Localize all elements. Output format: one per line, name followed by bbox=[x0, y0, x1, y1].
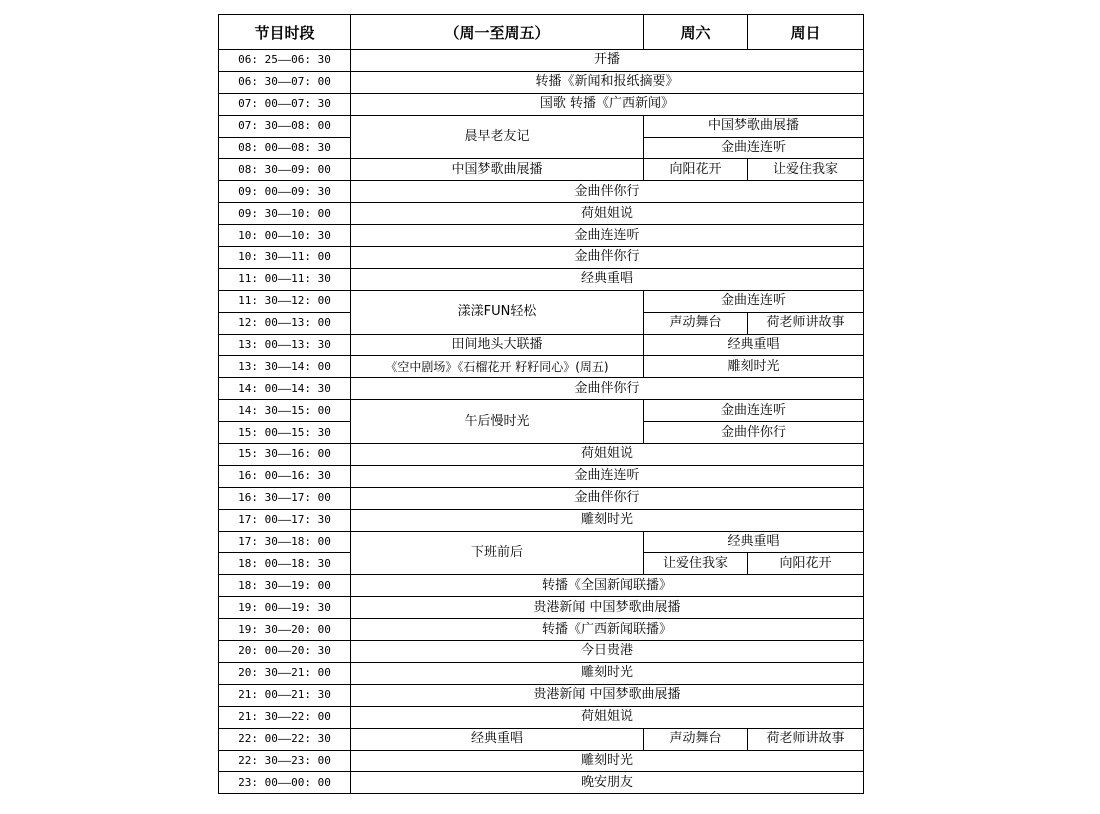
table-row bbox=[219, 662, 864, 684]
program-cell: 转播《新闻和报纸摘要》 bbox=[351, 71, 864, 93]
table-row bbox=[219, 575, 864, 597]
table-row bbox=[219, 50, 864, 72]
program-cell: 雕刻时光 bbox=[351, 509, 864, 531]
time-slot: 23: 00——00: 00 bbox=[219, 772, 351, 794]
header-saturday: 周六 bbox=[644, 15, 748, 50]
time-slot: 07: 00——07: 30 bbox=[219, 93, 351, 115]
table-row bbox=[219, 706, 864, 728]
table-row bbox=[219, 159, 864, 181]
table-row bbox=[219, 772, 864, 794]
program-cell: 荷姐姐说 bbox=[351, 444, 864, 466]
program-cell: 荷姐姐说 bbox=[351, 706, 864, 728]
program-cell: 荷姐姐说 bbox=[351, 203, 864, 225]
table-row bbox=[219, 334, 864, 356]
program-cell: 下班前后 bbox=[351, 531, 644, 575]
table-row bbox=[219, 225, 864, 247]
program-cell: 荷老师讲故事 bbox=[748, 312, 864, 334]
program-cell: 午后慢时光 bbox=[351, 400, 644, 444]
time-slot: 09: 30——10: 00 bbox=[219, 203, 351, 225]
time-slot: 15: 00——15: 30 bbox=[219, 422, 351, 444]
program-schedule-table bbox=[218, 14, 864, 794]
time-slot: 10: 00——10: 30 bbox=[219, 225, 351, 247]
table-row bbox=[219, 619, 864, 641]
program-cell: 田间地头大联播 bbox=[351, 334, 644, 356]
program-cell: 让爱住我家 bbox=[644, 553, 748, 575]
program-cell: 金曲伴你行 bbox=[351, 247, 864, 269]
table-row bbox=[219, 115, 864, 137]
table-header-row bbox=[219, 15, 864, 50]
header-weekday: （周一至周五） bbox=[351, 15, 644, 50]
table-row bbox=[219, 400, 864, 422]
program-cell: 经典重唱 bbox=[644, 334, 864, 356]
time-slot: 13: 00——13: 30 bbox=[219, 334, 351, 356]
program-cell: 转播《全国新闻联播》 bbox=[351, 575, 864, 597]
table-row bbox=[219, 641, 864, 663]
time-slot: 22: 00——22: 30 bbox=[219, 728, 351, 750]
time-slot: 14: 30——15: 00 bbox=[219, 400, 351, 422]
program-cell: 荷老师讲故事 bbox=[748, 728, 864, 750]
time-slot: 19: 30——20: 00 bbox=[219, 619, 351, 641]
time-slot: 19: 00——19: 30 bbox=[219, 597, 351, 619]
program-cell: 贵港新闻 中国梦歌曲展播 bbox=[351, 597, 864, 619]
time-slot: 17: 00——17: 30 bbox=[219, 509, 351, 531]
program-cell: 声动舞台 bbox=[644, 312, 748, 334]
time-slot: 21: 30——22: 00 bbox=[219, 706, 351, 728]
program-cell: 经典重唱 bbox=[644, 531, 864, 553]
time-slot: 12: 00——13: 00 bbox=[219, 312, 351, 334]
program-cell: 国歌 转播《广西新闻》 bbox=[351, 93, 864, 115]
table-row bbox=[219, 71, 864, 93]
time-slot: 22: 30——23: 00 bbox=[219, 750, 351, 772]
table-row bbox=[219, 684, 864, 706]
table-row bbox=[219, 356, 864, 378]
program-cell: 经典重唱 bbox=[351, 728, 644, 750]
program-cell: 金曲伴你行 bbox=[351, 378, 864, 400]
table-row bbox=[219, 531, 864, 553]
program-cell: 金曲伴你行 bbox=[351, 181, 864, 203]
time-slot: 10: 30——11: 00 bbox=[219, 247, 351, 269]
program-cell: 《空中剧场》《石榴花开 籽籽同心》(周五) bbox=[351, 356, 644, 378]
program-cell: 金曲连连听 bbox=[644, 137, 864, 159]
table-row bbox=[219, 728, 864, 750]
time-slot: 17: 30——18: 00 bbox=[219, 531, 351, 553]
time-slot: 06: 30——07: 00 bbox=[219, 71, 351, 93]
time-slot: 16: 30——17: 00 bbox=[219, 487, 351, 509]
table-row bbox=[219, 203, 864, 225]
program-cell: 转播《广西新闻联播》 bbox=[351, 619, 864, 641]
time-slot: 21: 00——21: 30 bbox=[219, 684, 351, 706]
time-slot: 15: 30——16: 00 bbox=[219, 444, 351, 466]
table-row bbox=[219, 465, 864, 487]
table-row bbox=[219, 247, 864, 269]
program-cell: 金曲连连听 bbox=[644, 400, 864, 422]
program-cell: 中国梦歌曲展播 bbox=[644, 115, 864, 137]
header-sunday: 周日 bbox=[748, 15, 864, 50]
time-slot: 18: 30——19: 00 bbox=[219, 575, 351, 597]
time-slot: 18: 00——18: 30 bbox=[219, 553, 351, 575]
time-slot: 08: 30——09: 00 bbox=[219, 159, 351, 181]
program-cell: 雕刻时光 bbox=[644, 356, 864, 378]
table-row bbox=[219, 750, 864, 772]
time-slot: 16: 00——16: 30 bbox=[219, 465, 351, 487]
program-cell: 经典重唱 bbox=[351, 268, 864, 290]
table-row bbox=[219, 487, 864, 509]
time-slot: 11: 00——11: 30 bbox=[219, 268, 351, 290]
program-cell: 声动舞台 bbox=[644, 728, 748, 750]
time-slot: 06: 25——06: 30 bbox=[219, 50, 351, 72]
table-row bbox=[219, 290, 864, 312]
time-slot: 20: 30——21: 00 bbox=[219, 662, 351, 684]
program-cell: 让爱住我家 bbox=[748, 159, 864, 181]
time-slot: 14: 00——14: 30 bbox=[219, 378, 351, 400]
program-cell: 金曲连连听 bbox=[644, 290, 864, 312]
program-cell: 雕刻时光 bbox=[351, 750, 864, 772]
program-cell: 开播 bbox=[351, 50, 864, 72]
program-cell: 今日贵港 bbox=[351, 641, 864, 663]
table-row bbox=[219, 597, 864, 619]
program-cell: 晚安朋友 bbox=[351, 772, 864, 794]
time-slot: 08: 00——08: 30 bbox=[219, 137, 351, 159]
program-cell: 漾漾FUN轻松 bbox=[351, 290, 644, 334]
time-slot: 07: 30——08: 00 bbox=[219, 115, 351, 137]
time-slot: 13: 30——14: 00 bbox=[219, 356, 351, 378]
program-cell: 向阳花开 bbox=[748, 553, 864, 575]
program-cell: 金曲连连听 bbox=[351, 465, 864, 487]
table-row bbox=[219, 444, 864, 466]
time-slot: 09: 00——09: 30 bbox=[219, 181, 351, 203]
program-cell: 晨早老友记 bbox=[351, 115, 644, 159]
time-slot: 20: 00——20: 30 bbox=[219, 641, 351, 663]
program-cell: 金曲连连听 bbox=[351, 225, 864, 247]
time-slot: 11: 30——12: 00 bbox=[219, 290, 351, 312]
program-cell: 雕刻时光 bbox=[351, 662, 864, 684]
table-row bbox=[219, 509, 864, 531]
table-row bbox=[219, 378, 864, 400]
program-cell: 贵港新闻 中国梦歌曲展播 bbox=[351, 684, 864, 706]
program-cell: 金曲伴你行 bbox=[644, 422, 864, 444]
table-row bbox=[219, 93, 864, 115]
program-cell: 金曲伴你行 bbox=[351, 487, 864, 509]
program-cell: 向阳花开 bbox=[644, 159, 748, 181]
table-row bbox=[219, 181, 864, 203]
table-row bbox=[219, 268, 864, 290]
program-cell: 中国梦歌曲展播 bbox=[351, 159, 644, 181]
header-time-slot: 节目时段 bbox=[219, 15, 351, 50]
